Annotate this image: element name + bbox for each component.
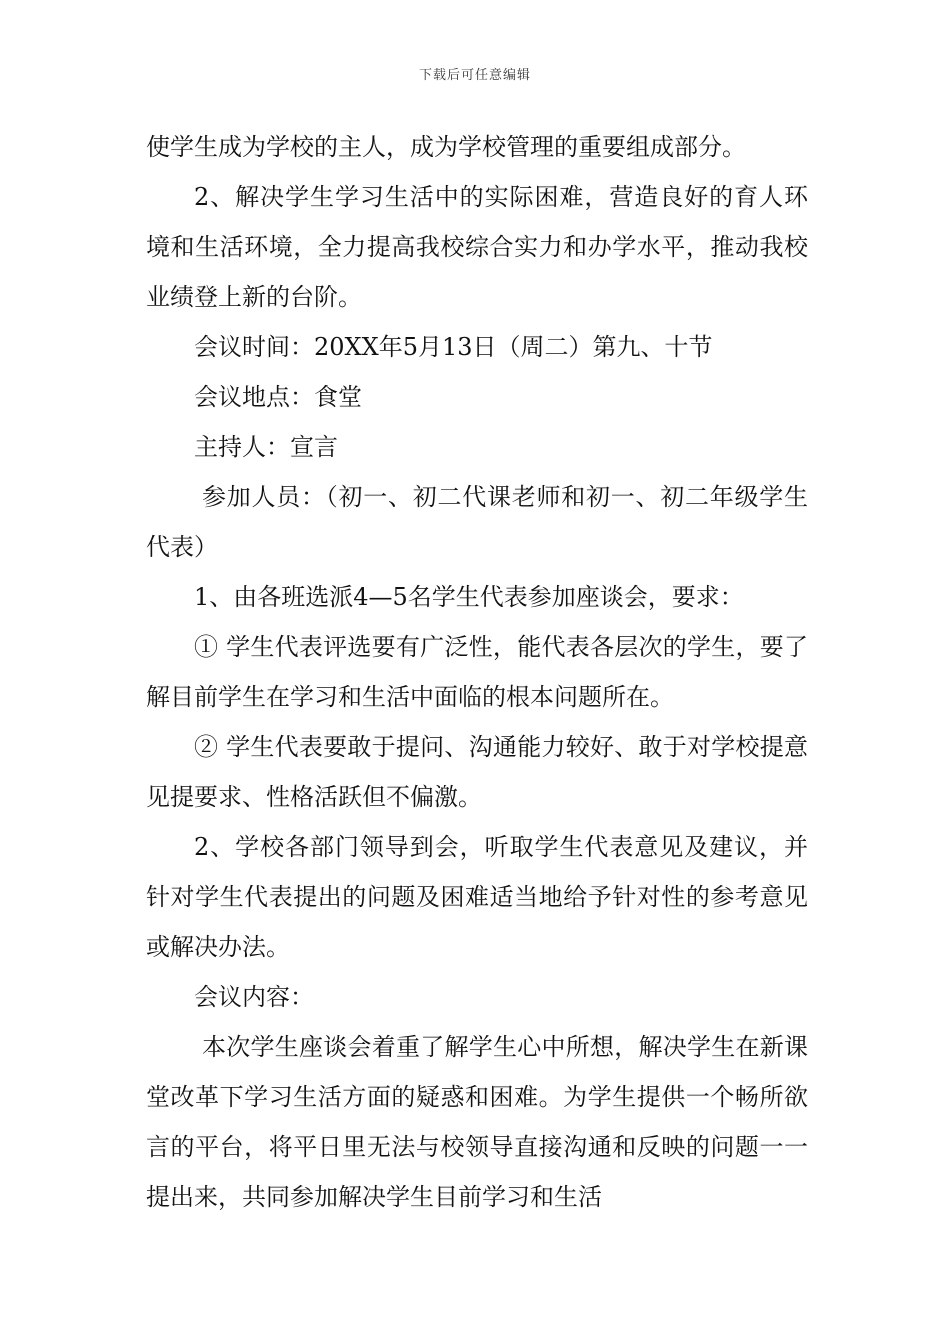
meeting-location: 会议地点：食堂 [194,383,362,411]
requirement-1-item-b: ② 学生代表要敢于提问、沟通能力较好、敢于对学校提意见提要求、性格活跃但不偏激。 [146,733,808,811]
requirement-1-item-a: ① 学生代表评选要有广泛性，能代表各层次的学生，要了解目前学生在学习和生活中面临的根本问题所在。 [146,633,808,711]
meeting-content-heading: 会议内容： [194,983,314,1011]
meeting-participants: 参加人员：（初一、初二代课老师和初一、初二年级学生代表） [146,483,808,561]
document-body [146,122,808,1222]
paragraph-goal-2: 2、解决学生学习生活中的实际困难，营造良好的育人环境和生活环境，全力提高我校综合实力和办学水平，推动我校业绩登上新的台阶。 [146,183,808,311]
meeting-content-text: 本次学生座谈会着重了解学生心中所想，解决学生在新课堂改革下学习生活方面的疑惑和困难。为学生提供一个畅所欲言的平台，将平日里无法与校领导直接沟通和反映的问题一一提出来，共同参加解决学生目前学习和生活 [146,1033,808,1211]
requirement-2: 2、学校各部门领导到会，听取学生代表意见及建议，并针对学生代表提出的问题及困难适当地给予针对性的参考意见或解决办法。 [146,833,808,961]
requirement-1: 1、由各班选派4—5名学生代表参加座谈会，要求： [194,583,744,611]
meeting-time: 会议时间：20XX年5月13日（周二）第九、十节 [194,333,713,361]
page-header: 下载后可任意编辑 [418,68,531,83]
meeting-host: 主持人：宣言 [194,433,338,461]
paragraph-continuation: 使学生成为学校的主人，成为学校管理的重要组成部分。 [146,133,746,161]
